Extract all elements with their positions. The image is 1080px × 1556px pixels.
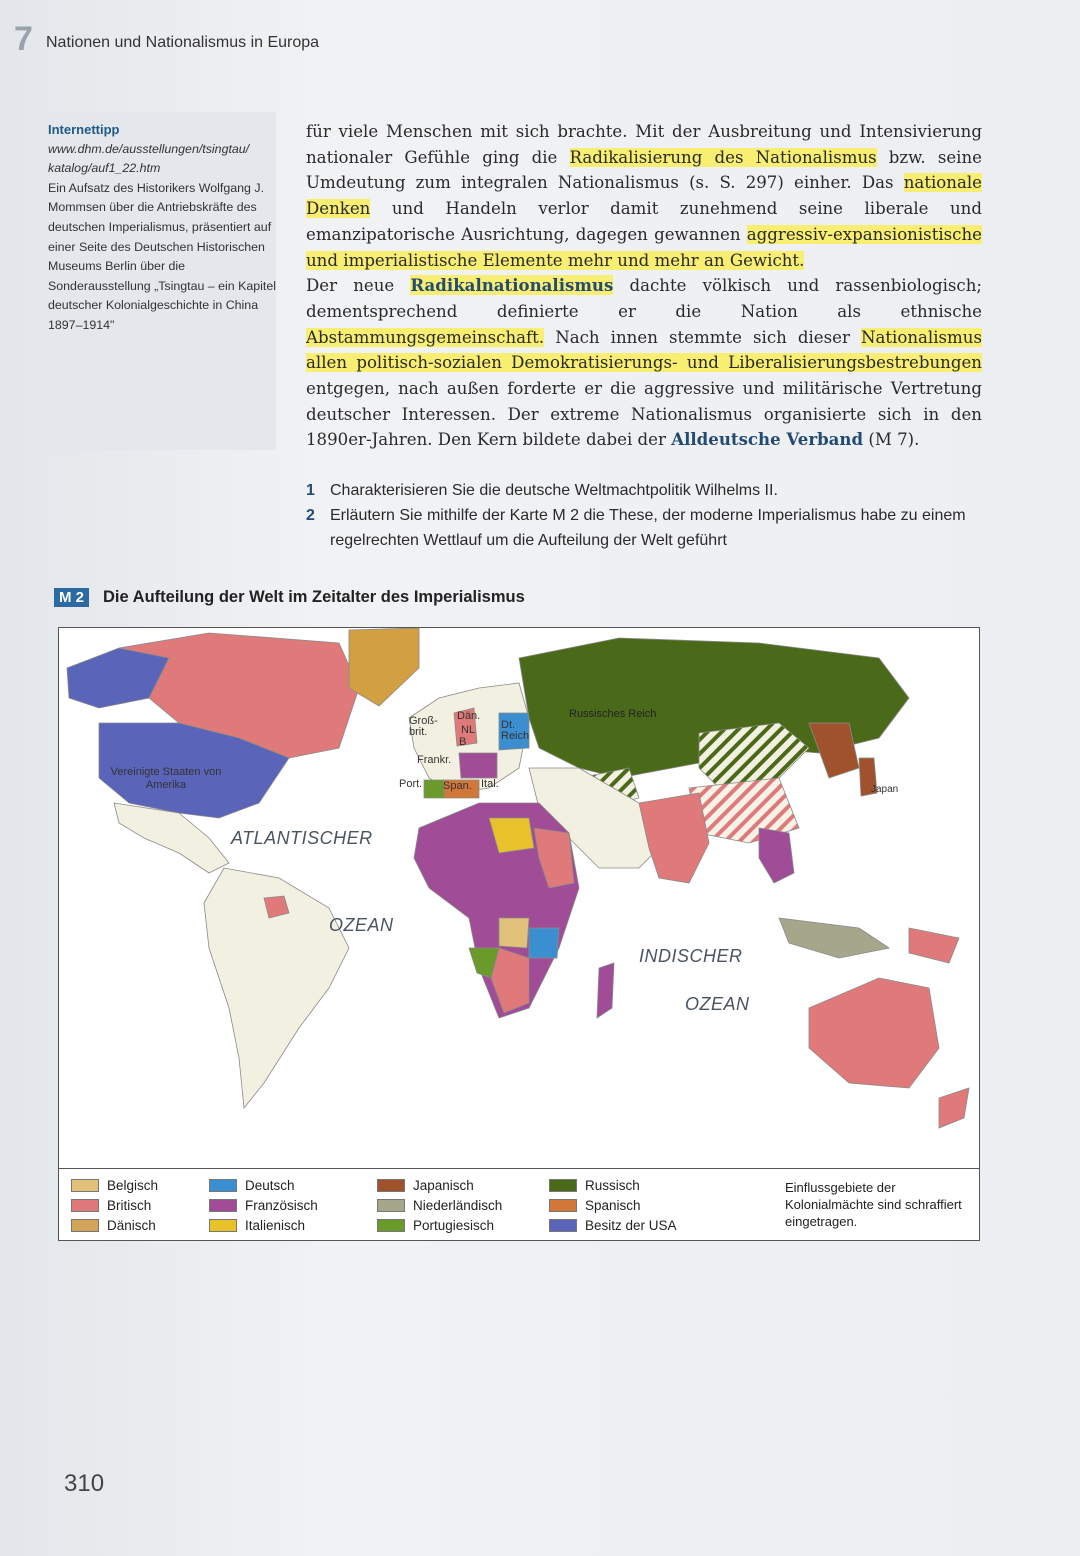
- legend-item: [209, 1175, 318, 1195]
- legend-item: [209, 1195, 318, 1215]
- legend-label: Portugiesisch: [413, 1217, 495, 1233]
- label-ital: Ital.: [481, 778, 499, 790]
- legend-item: [71, 1175, 158, 1195]
- legend-item: [209, 1215, 318, 1235]
- label-atlantic-1: ATLANTISCHER: [231, 828, 373, 848]
- legend-column-3: [377, 1175, 502, 1235]
- task-item: [306, 503, 986, 553]
- legend-swatch: [377, 1199, 405, 1212]
- congo: [499, 918, 529, 948]
- sidebar-internettipp: [48, 120, 276, 336]
- legend-swatch: [71, 1179, 99, 1192]
- task-text: Charakterisieren Sie die deutsche Weltmachtpolitik Wilhelms II.: [330, 482, 778, 499]
- task-text: Erläutern Sie mithilfe der Karte M 2 die These, der moderne Imperialismus habe zu einem regelrechten Wettlauf um die Aufteilung der Welt geführt: [330, 507, 966, 549]
- legend-item: [71, 1215, 158, 1235]
- label-dan: Dän.: [457, 710, 481, 722]
- legend-swatch: [209, 1179, 237, 1192]
- map-title: Die Aufteilung der Welt im Zeitalter des Imperialismus: [103, 588, 525, 606]
- highlight: Nationalismus allen politisch-sozialen Demokratisierungs- und Liberalisierungsbestrebungen: [306, 327, 982, 373]
- label-usa: Vereinigte Staaten von Amerika: [110, 766, 222, 791]
- map-legend: [59, 1168, 979, 1241]
- legend-note: Einflussgebiete der Kolonialmächte sind schraffiert eingetragen.: [785, 1180, 962, 1229]
- legend-label: Spanisch: [585, 1197, 641, 1213]
- label-atlantic-2: OZEAN: [329, 915, 394, 935]
- world-map: [58, 627, 980, 1241]
- legend-swatch: [549, 1219, 577, 1232]
- legend-item: [549, 1195, 677, 1215]
- sidebar-label: Internettipp: [48, 122, 120, 137]
- paragraph-1: [306, 119, 982, 273]
- legend-item: [549, 1215, 677, 1235]
- bold-term: Alldeutsche Verband: [671, 429, 864, 450]
- chapter-title: Nationen und Nationalismus in Europa: [46, 34, 320, 51]
- highlight: Abstammungsgemeinschaft.: [306, 327, 545, 347]
- legend-label: Niederländisch: [413, 1197, 503, 1213]
- sidebar-text: Ein Aufsatz des Historikers Wolfgang J. Mommsen über die Antriebskräfte des deutschen Imperialismus, präsentiert auf einer Seite des Deutschen Historischen Museums Berlin über die Sonderausstellung „Tsingtau – ein Kapitel deutscher Kolonialgeschichte in China 1897–1914": [48, 180, 276, 332]
- task-number: 1: [306, 482, 315, 499]
- france: [459, 753, 497, 778]
- label-nl: NL: [461, 724, 476, 736]
- legend-swatch: [209, 1219, 237, 1232]
- task-list: [306, 478, 986, 553]
- legend-label: Dänisch: [107, 1217, 156, 1233]
- legend-column-2: [209, 1175, 318, 1235]
- label-japan: Japan: [871, 784, 899, 795]
- legend-column-1: [71, 1175, 158, 1235]
- legend-swatch: [377, 1179, 405, 1192]
- label-gb: Groß-brit.: [409, 715, 438, 738]
- legend-item: [71, 1195, 158, 1215]
- text-run: und Handeln verlor damit zunehmend seine liberale und emanzipatorische Ausrichtung, dagegen gewannen: [306, 199, 982, 244]
- material-label: M 2: [54, 588, 89, 607]
- chapter-number: 7: [14, 20, 33, 58]
- text-run: für viele Menschen mit sich brachte. Mit der Ausbreitung und Intensivierung nationaler Gefühle ging die: [306, 122, 982, 167]
- legend-column-4: [549, 1175, 677, 1235]
- paragraph-2: [306, 273, 982, 453]
- text-run: (M 7).: [863, 430, 920, 450]
- label-indian-1: INDISCHER: [639, 946, 743, 966]
- german-east-africa: [529, 928, 559, 958]
- legend-item: [377, 1195, 502, 1215]
- legend-swatch: [209, 1199, 237, 1212]
- legend-label: Japanisch: [413, 1177, 474, 1193]
- legend-label: Französisch: [245, 1197, 318, 1213]
- legend-swatch: [377, 1219, 405, 1232]
- sidebar-url-line2[interactable]: katalog/auf1_22.htm: [48, 161, 161, 176]
- portugal: [424, 780, 444, 798]
- text-run: Der neue: [306, 276, 411, 296]
- legend-swatch: [549, 1179, 577, 1192]
- highlight: Radikalisierung des Nationalismus: [569, 147, 877, 167]
- legend-label: Russisch: [585, 1177, 640, 1193]
- legend-label: Belgisch: [107, 1177, 159, 1193]
- sidebar-url-line1[interactable]: www.dhm.de/ausstellungen/tsingtau/: [48, 141, 250, 156]
- legend-item: [549, 1175, 677, 1195]
- legend-item: [377, 1215, 502, 1235]
- highlight: aggressiv-expansionistische und imperialistische Elemente mehr und mehr an Gewicht.: [306, 224, 982, 270]
- label-b: B: [459, 736, 467, 748]
- legend-label: Deutsch: [245, 1177, 295, 1193]
- legend-label: Britisch: [107, 1197, 152, 1213]
- legend-swatch: [71, 1219, 99, 1232]
- legend-swatch: [71, 1199, 99, 1212]
- legend-label: Besitz der USA: [585, 1217, 677, 1233]
- label-dt-reich: Dt. Reich: [501, 719, 530, 742]
- label-frankr: Frankr.: [417, 754, 452, 766]
- text-run: entgegen, nach außen forderte er die aggressive und militärische Vertretung deutscher Interessen. Der extreme Nationalismus organisierte sich in den 1890er-Jahren. Den Kern bildete dabei der: [306, 379, 982, 450]
- highlight-bold: Radikalnationalismus: [410, 275, 614, 296]
- text-run: Nach innen stemmte sich dieser: [544, 327, 861, 347]
- task-item: [306, 478, 986, 503]
- legend-swatch: [549, 1199, 577, 1212]
- map-graphic: [59, 628, 979, 1168]
- map-heading: [54, 588, 525, 607]
- task-number: 2: [306, 507, 315, 524]
- label-port: Port.: [399, 778, 423, 790]
- label-indian-2: OZEAN: [685, 994, 750, 1014]
- label-span: Span.: [443, 780, 472, 792]
- label-russia: Russisches Reich: [569, 708, 657, 720]
- main-text: [306, 119, 982, 453]
- highlight: nationale Denken: [306, 173, 982, 219]
- legend-label: Italienisch: [245, 1217, 306, 1233]
- text-run: dachte völkisch und rassenbiologisch; dementsprechend definierte er die Nation als ethnische: [306, 276, 982, 321]
- legend-item: [377, 1175, 502, 1195]
- page-number: 310: [64, 1470, 105, 1497]
- text-run: bzw. seine Umdeutung zum integralen Nationalismus (s. S. 297) einher. Das: [306, 147, 982, 193]
